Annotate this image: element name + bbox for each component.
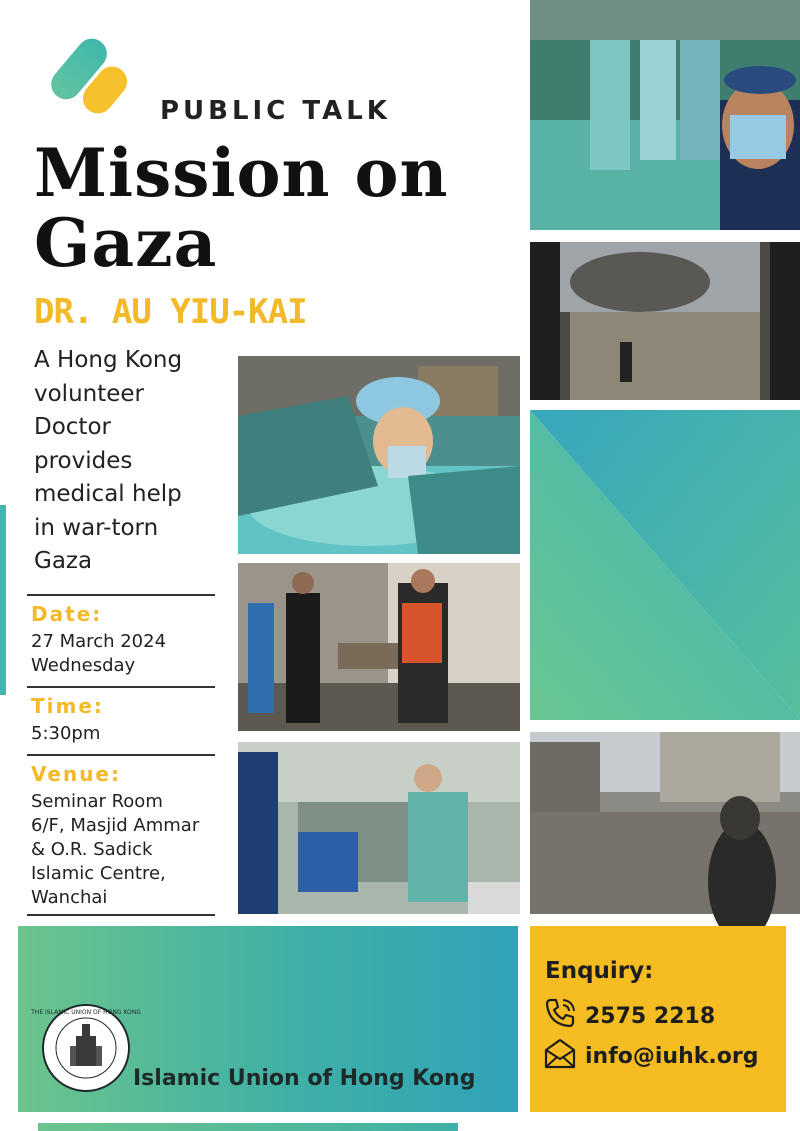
divider xyxy=(27,754,215,756)
decorative-gradient-tile xyxy=(530,410,800,720)
photo-operating-team xyxy=(530,0,800,230)
description-line: A Hong Kong xyxy=(34,347,183,373)
bottom-accent-strip xyxy=(38,1123,458,1131)
photo-bombed-buildings xyxy=(530,242,800,400)
venue-value xyxy=(31,790,231,910)
date-value xyxy=(31,630,231,678)
venue-line: Seminar Room xyxy=(31,791,163,812)
enquiry-label: Enquiry: xyxy=(545,958,654,984)
date-label: Date: xyxy=(31,602,103,626)
seal-text: THE ISLAMIC UNION OF HONG KONG xyxy=(31,1009,141,1016)
title-line-1: Mission on xyxy=(34,134,449,212)
event-title xyxy=(34,134,534,282)
phone-row[interactable] xyxy=(543,996,715,1036)
description-line: Doctor xyxy=(34,414,111,440)
venue-line: 6/F, Masjid Ammar xyxy=(31,815,200,836)
speaker-name: DR. AU YIU-KAI xyxy=(34,292,307,332)
accent-bar xyxy=(0,505,6,695)
photo-rescue-workers xyxy=(238,563,520,731)
time-label: Time: xyxy=(31,694,104,718)
title-line-2: Gaza xyxy=(34,204,218,282)
talk-description xyxy=(34,344,224,579)
description-line: Gaza xyxy=(34,548,93,574)
date-line: 27 March 2024 xyxy=(31,631,167,652)
venue-line: Wanchai xyxy=(31,887,108,908)
description-line: provides xyxy=(34,447,133,474)
email-address: info@iuhk.org xyxy=(585,1043,759,1069)
venue-line: Islamic Centre, xyxy=(31,863,166,884)
weekday-line: Wednesday xyxy=(31,655,136,676)
divider xyxy=(27,686,215,688)
organization-seal xyxy=(31,1002,141,1094)
time-value: 5:30pm xyxy=(31,723,101,744)
photo-surgeon-operating xyxy=(238,356,520,554)
photo-hospital-ward xyxy=(238,742,520,914)
description-line: volunteer xyxy=(34,380,145,407)
venue-line: & O.R. Sadick xyxy=(31,839,153,860)
eyebrow-label: PUBLIC TALK xyxy=(160,96,391,126)
description-line: medical help xyxy=(34,481,182,507)
divider xyxy=(27,594,215,596)
divider xyxy=(27,914,215,916)
venue-label: Venue: xyxy=(31,762,121,786)
phone-icon xyxy=(543,996,577,1036)
email-row[interactable] xyxy=(543,1036,758,1076)
photo-woman-in-rubble xyxy=(530,732,800,914)
mail-icon xyxy=(543,1036,577,1076)
description-line: in war-torn xyxy=(34,514,159,541)
phone-number: 2575 2218 xyxy=(585,1003,716,1029)
organization-name: Islamic Union of Hong Kong xyxy=(133,1066,476,1091)
